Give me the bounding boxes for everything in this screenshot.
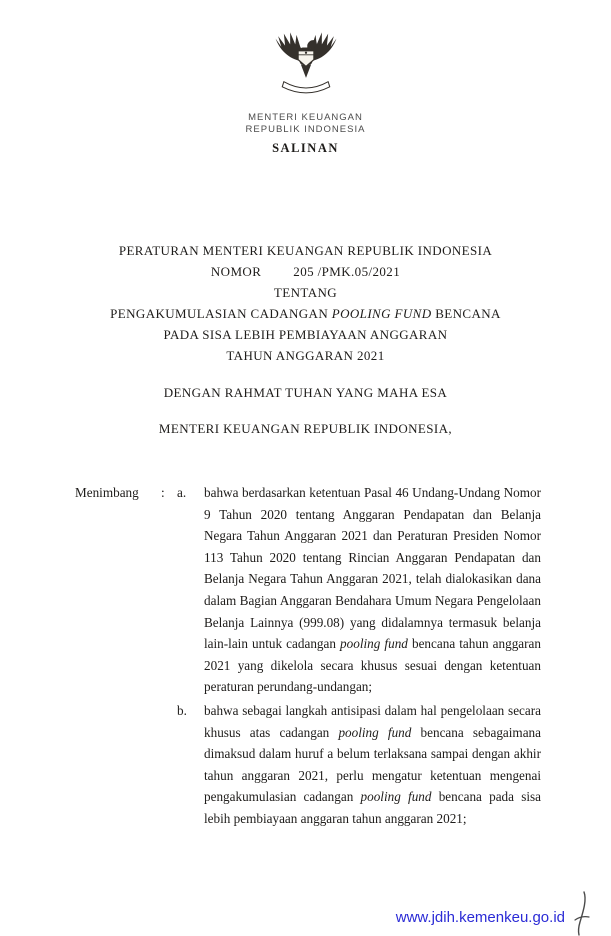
authority-line: MENTERI KEUANGAN REPUBLIK INDONESIA, [158, 421, 453, 436]
regulation-number-line [0, 261, 611, 282]
menimbang-colon: : [161, 485, 165, 500]
menimbang-section [0, 482, 611, 830]
menimbang-item-text: bahwa berdasarkan ketentuan Pasal 46 Undang-Undang Nomor 9 Tahun 2020 tentang Anggaran Pendapatan dan Belanja Negara Tahun Anggaran 2021 dan Peraturan Presiden Nomor 113 Tahun 2020 tentang Rincian Anggaran Pendapatan dan Belanja Negara Tahun Anggaran 2021, telah dialokasikan dana dalam Bagian Anggaran Bendahara Umum Negara Pengelolaan Belanja Lainnya (999.08) yang didalamnya termasuk belanja lain-lain untuk cadangan pooling fund bencana tahun anggaran 2021 yang dikelola secara khusus sesuai dengan ketentuan peraturan perundang-undangan; [204, 485, 541, 695]
spacer [75, 700, 161, 830]
letterhead [0, 0, 611, 156]
menimbang-item-text: bahwa sebagai langkah antisipasi dalam hal pengelolaan secara khusus atas cadangan pooling fund bencana sebagaimana dimaksud dalam huruf a belum terlaksana sampai dengan akhir tahun anggaran 2021, perlu mengatur ketentuan mengenai pengakumulasian cadangan pooling fund bencana pada sisa lebih pembiayaan anggaran tahun anggaran 2021; [204, 702, 542, 826]
copy-label: SALINAN [272, 141, 339, 155]
menimbang-item-letter: b. [177, 702, 187, 718]
subject-line-1: PENGAKUMULASIAN CADANGAN POOLING FUND BENCANA [110, 306, 501, 321]
nomor-value: 205 /PMK.05/2021 [293, 264, 401, 279]
ministry-name: MENTERI KEUANGAN [248, 112, 363, 123]
garuda-pancasila-emblem-icon [268, 24, 344, 104]
menimbang-item-letter: a. [177, 485, 187, 500]
handwritten-initial-mark [571, 890, 593, 936]
grace-clause: DENGAN RAHMAT TUHAN YANG MAHA ESA [163, 385, 448, 400]
regulation-title-line: PERATURAN MENTERI KEUANGAN REPUBLIK INDONESIA [118, 243, 493, 258]
subject-line-3: TAHUN ANGGARAN 2021 [226, 348, 385, 363]
tentang-label: TENTANG [273, 285, 338, 300]
nomor-label: NOMOR [210, 264, 262, 279]
subject-line-2: PADA SISA LEBIH PEMBIAYAAN ANGGARAN [163, 327, 448, 342]
jdih-website-link[interactable]: www.jdih.kemenkeu.go.id [395, 909, 565, 926]
ministry-country: REPUBLIK INDONESIA [245, 123, 366, 135]
regulation-title [0, 240, 611, 366]
menimbang-label: Menimbang [75, 485, 139, 500]
spacer [161, 700, 177, 830]
